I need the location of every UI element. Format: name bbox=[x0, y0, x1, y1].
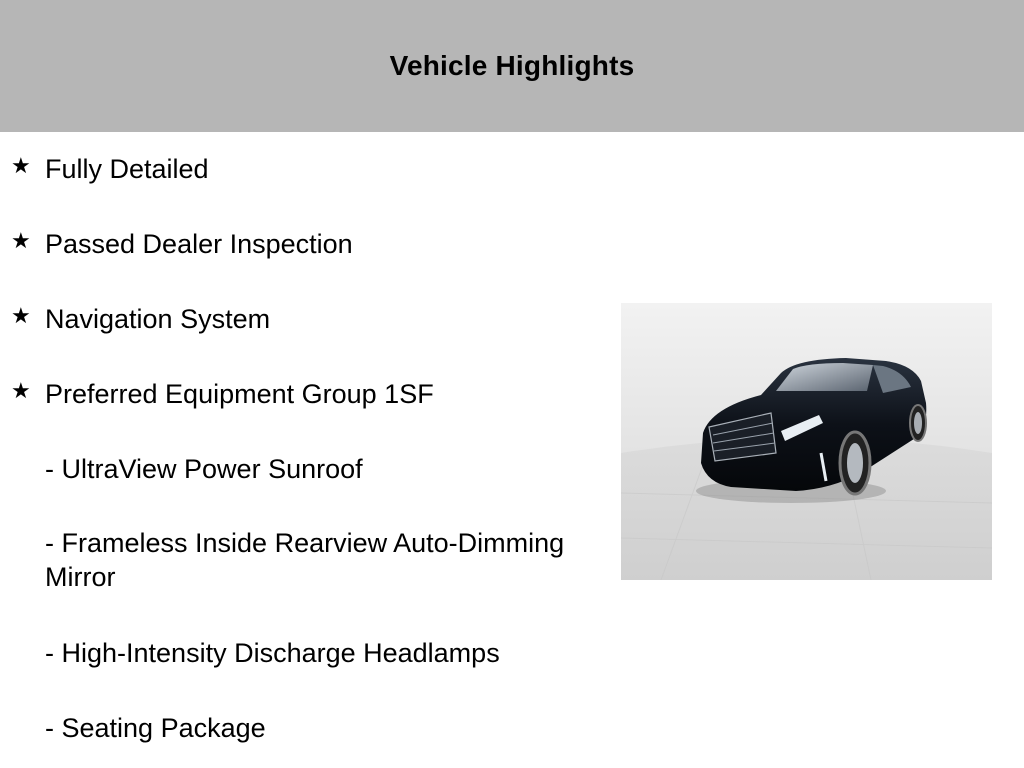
highlight-text: - Frameless Inside Rearview Auto-Dimming Mirror bbox=[45, 528, 565, 592]
highlights-header bbox=[0, 0, 1024, 132]
highlight-text: - UltraView Power Sunroof bbox=[45, 454, 363, 484]
star-icon: ★ bbox=[11, 154, 31, 179]
star-icon: ★ bbox=[11, 229, 31, 254]
sedan-photo-icon bbox=[621, 303, 992, 580]
vehicle-photo bbox=[621, 303, 992, 580]
highlight-text: Navigation System bbox=[45, 304, 271, 334]
star-icon: ★ bbox=[11, 304, 31, 329]
highlight-text: - Seating Package bbox=[45, 713, 266, 743]
highlight-text: Preferred Equipment Group 1SF bbox=[45, 379, 434, 409]
highlight-text: - High-Intensity Discharge Headlamps bbox=[45, 638, 500, 668]
page-title: Vehicle Highlights bbox=[389, 50, 635, 81]
highlight-text: Fully Detailed bbox=[45, 154, 209, 184]
highlight-text: Passed Dealer Inspection bbox=[45, 229, 353, 259]
star-icon: ★ bbox=[11, 379, 31, 404]
